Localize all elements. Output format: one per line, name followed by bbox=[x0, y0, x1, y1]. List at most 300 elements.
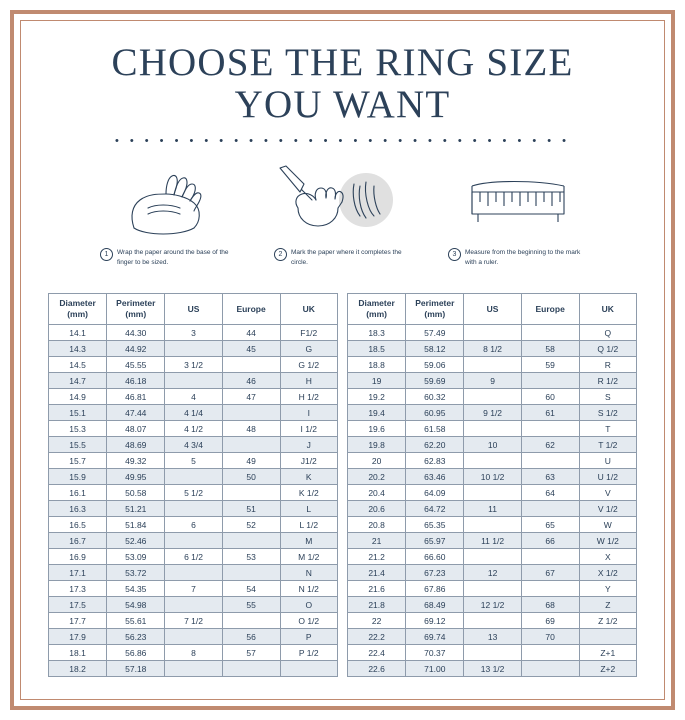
table-cell: 63 bbox=[521, 469, 579, 485]
table-cell: 62.83 bbox=[406, 453, 464, 469]
table-cell bbox=[464, 389, 521, 405]
table-row bbox=[348, 485, 637, 501]
table-cell: 14.1 bbox=[49, 325, 107, 341]
table-cell: U bbox=[579, 453, 636, 469]
table-cell bbox=[521, 453, 579, 469]
table-cell bbox=[280, 661, 337, 677]
table-cell: 56.86 bbox=[107, 645, 165, 661]
column-header-perimeter: Perimeter (mm) bbox=[107, 294, 165, 325]
table-row bbox=[348, 645, 637, 661]
table-cell bbox=[165, 565, 222, 581]
hand-with-paper-strip-icon bbox=[89, 162, 249, 240]
table-cell bbox=[222, 533, 280, 549]
table-cell: 57.18 bbox=[107, 661, 165, 677]
table-cell: 47.44 bbox=[107, 405, 165, 421]
table-cell: 11 bbox=[464, 501, 521, 517]
table-cell bbox=[222, 485, 280, 501]
table-cell: 62 bbox=[521, 437, 579, 453]
table-cell: 22.6 bbox=[348, 661, 406, 677]
table-cell: 53 bbox=[222, 549, 280, 565]
table-row bbox=[49, 485, 338, 501]
size-tables bbox=[30, 293, 655, 677]
page-content bbox=[30, 28, 655, 692]
table-cell bbox=[521, 645, 579, 661]
table-cell: 19.6 bbox=[348, 421, 406, 437]
table-cell: 67.86 bbox=[406, 581, 464, 597]
table-row bbox=[348, 357, 637, 373]
table-cell: 18.8 bbox=[348, 357, 406, 373]
table-cell bbox=[165, 501, 222, 517]
table-cell bbox=[165, 373, 222, 389]
table-row bbox=[348, 501, 637, 517]
table-cell: 46.81 bbox=[107, 389, 165, 405]
table-row bbox=[348, 437, 637, 453]
table-cell: K bbox=[280, 469, 337, 485]
table-cell: 16.5 bbox=[49, 517, 107, 533]
table-cell: K 1/2 bbox=[280, 485, 337, 501]
table-cell: 14.7 bbox=[49, 373, 107, 389]
table-cell: N 1/2 bbox=[280, 581, 337, 597]
table-cell: 69.74 bbox=[406, 629, 464, 645]
table-cell: 54.35 bbox=[107, 581, 165, 597]
column-header-uk: UK bbox=[280, 294, 337, 325]
table-cell: 8 1/2 bbox=[464, 341, 521, 357]
table-cell bbox=[165, 629, 222, 645]
table-row bbox=[49, 341, 338, 357]
table-cell bbox=[464, 421, 521, 437]
table-cell: 3 bbox=[165, 325, 222, 341]
table-cell bbox=[222, 437, 280, 453]
table-cell: Z 1/2 bbox=[579, 613, 636, 629]
table-cell: 14.9 bbox=[49, 389, 107, 405]
table-cell: 4 1/4 bbox=[165, 405, 222, 421]
table-cell: 48 bbox=[222, 421, 280, 437]
table-row bbox=[348, 373, 637, 389]
table-cell: 58.12 bbox=[406, 341, 464, 357]
table-cell: 14.5 bbox=[49, 357, 107, 373]
table-cell: 6 1/2 bbox=[165, 549, 222, 565]
table-cell: Q bbox=[579, 325, 636, 341]
table-cell: 8 bbox=[165, 645, 222, 661]
table-row bbox=[49, 581, 338, 597]
table-row bbox=[49, 661, 338, 677]
table-cell: 22.2 bbox=[348, 629, 406, 645]
table-cell: 17.5 bbox=[49, 597, 107, 613]
table-cell: Y bbox=[579, 581, 636, 597]
table-row bbox=[348, 405, 637, 421]
table-cell: 52 bbox=[222, 517, 280, 533]
table-cell: J bbox=[280, 437, 337, 453]
table-row bbox=[49, 645, 338, 661]
table-cell bbox=[464, 645, 521, 661]
table-cell: 16.3 bbox=[49, 501, 107, 517]
table-cell: 19.4 bbox=[348, 405, 406, 421]
table-cell: 20 bbox=[348, 453, 406, 469]
table-cell bbox=[222, 405, 280, 421]
table-cell: 50.58 bbox=[107, 485, 165, 501]
table-row bbox=[348, 341, 637, 357]
table-cell: 20.8 bbox=[348, 517, 406, 533]
table-cell: 57.49 bbox=[406, 325, 464, 341]
table-cell: 64.72 bbox=[406, 501, 464, 517]
table-cell: 69.12 bbox=[406, 613, 464, 629]
table-cell: 61.58 bbox=[406, 421, 464, 437]
table-cell: 3 1/2 bbox=[165, 357, 222, 373]
table-cell: 64.09 bbox=[406, 485, 464, 501]
table-cell: 52.46 bbox=[107, 533, 165, 549]
table-cell: X 1/2 bbox=[579, 565, 636, 581]
page-title-line-2: YOU WANT bbox=[234, 83, 451, 127]
column-header-us: US bbox=[165, 294, 222, 325]
table-cell: 21.2 bbox=[348, 549, 406, 565]
table-cell: 67.23 bbox=[406, 565, 464, 581]
table-cell bbox=[521, 373, 579, 389]
table-cell bbox=[464, 581, 521, 597]
instruction-step bbox=[263, 162, 423, 267]
table-cell: 16.1 bbox=[49, 485, 107, 501]
table-row bbox=[348, 581, 637, 597]
table-cell: 21.4 bbox=[348, 565, 406, 581]
table-cell: 49 bbox=[222, 453, 280, 469]
table-cell: 12 1/2 bbox=[464, 597, 521, 613]
table-cell: 22 bbox=[348, 613, 406, 629]
table-row bbox=[49, 613, 338, 629]
table-cell bbox=[464, 485, 521, 501]
table-cell: 45.55 bbox=[107, 357, 165, 373]
column-header-perimeter: Perimeter (mm) bbox=[406, 294, 464, 325]
table-cell: I 1/2 bbox=[280, 421, 337, 437]
table-cell: L bbox=[280, 501, 337, 517]
table-cell: 21.6 bbox=[348, 581, 406, 597]
instruction-step bbox=[89, 162, 249, 267]
table-cell: 15.5 bbox=[49, 437, 107, 453]
table-cell: H bbox=[280, 373, 337, 389]
table-cell: 44 bbox=[222, 325, 280, 341]
table-cell: 59.06 bbox=[406, 357, 464, 373]
table-cell: 45 bbox=[222, 341, 280, 357]
table-cell: 58 bbox=[521, 341, 579, 357]
table-cell: 51.84 bbox=[107, 517, 165, 533]
table-row bbox=[348, 533, 637, 549]
table-cell: 68 bbox=[521, 597, 579, 613]
table-cell: 15.9 bbox=[49, 469, 107, 485]
ruler-measuring-icon bbox=[437, 162, 597, 240]
table-row bbox=[348, 325, 637, 341]
table-cell: 70.37 bbox=[406, 645, 464, 661]
table-cell: 65.97 bbox=[406, 533, 464, 549]
table-cell: N bbox=[280, 565, 337, 581]
column-header-diameter: Diameter (mm) bbox=[348, 294, 406, 325]
table-row bbox=[348, 389, 637, 405]
table-row bbox=[49, 469, 338, 485]
table-cell: R bbox=[579, 357, 636, 373]
instruction-caption bbox=[263, 248, 423, 267]
table-cell: L 1/2 bbox=[280, 517, 337, 533]
pen-marking-paper-icon bbox=[263, 162, 423, 240]
table-body-right bbox=[348, 325, 637, 677]
table-row bbox=[49, 373, 338, 389]
table-cell: 18.2 bbox=[49, 661, 107, 677]
table-cell: 10 1/2 bbox=[464, 469, 521, 485]
table-cell: 46.18 bbox=[107, 373, 165, 389]
table-cell: M bbox=[280, 533, 337, 549]
table-cell: 10 bbox=[464, 437, 521, 453]
table-row bbox=[49, 325, 338, 341]
table-cell: G bbox=[280, 341, 337, 357]
table-cell: 48.69 bbox=[107, 437, 165, 453]
table-cell: 7 1/2 bbox=[165, 613, 222, 629]
table-cell: T 1/2 bbox=[579, 437, 636, 453]
table-cell bbox=[165, 469, 222, 485]
table-row bbox=[49, 533, 338, 549]
table-cell bbox=[222, 661, 280, 677]
table-cell: H 1/2 bbox=[280, 389, 337, 405]
table-cell: 66.60 bbox=[406, 549, 464, 565]
table-row bbox=[348, 469, 637, 485]
table-cell: 56.23 bbox=[107, 629, 165, 645]
table-cell: 59.69 bbox=[406, 373, 464, 389]
table-row bbox=[348, 597, 637, 613]
table-row bbox=[348, 421, 637, 437]
table-cell: 20.2 bbox=[348, 469, 406, 485]
table-cell: 17.3 bbox=[49, 581, 107, 597]
table-row bbox=[348, 613, 637, 629]
table-cell: 5 bbox=[165, 453, 222, 469]
table-cell: 9 bbox=[464, 373, 521, 389]
table-cell bbox=[464, 613, 521, 629]
table-cell: 17.1 bbox=[49, 565, 107, 581]
table-cell: 70 bbox=[521, 629, 579, 645]
table-cell: 14.3 bbox=[49, 341, 107, 357]
table-cell: 55 bbox=[222, 597, 280, 613]
table-cell: 66 bbox=[521, 533, 579, 549]
table-row bbox=[348, 661, 637, 677]
instruction-caption bbox=[437, 248, 597, 267]
table-cell: 18.5 bbox=[348, 341, 406, 357]
step-number-badge: 1 bbox=[100, 248, 113, 261]
table-cell: Z+2 bbox=[579, 661, 636, 677]
step-text: Wrap the paper around the base of the finger to be sized. bbox=[117, 249, 229, 266]
table-cell: 16.7 bbox=[49, 533, 107, 549]
table-row bbox=[348, 629, 637, 645]
table-cell: 5 1/2 bbox=[165, 485, 222, 501]
table-cell: 16.9 bbox=[49, 549, 107, 565]
table-cell: I bbox=[280, 405, 337, 421]
table-cell: 50 bbox=[222, 469, 280, 485]
table-row bbox=[49, 405, 338, 421]
table-cell: 17.7 bbox=[49, 613, 107, 629]
table-row bbox=[49, 389, 338, 405]
table-cell: 44.92 bbox=[107, 341, 165, 357]
table-cell: 18.1 bbox=[49, 645, 107, 661]
table-cell: Z bbox=[579, 597, 636, 613]
table-cell: J1/2 bbox=[280, 453, 337, 469]
table-cell: M 1/2 bbox=[280, 549, 337, 565]
table-cell bbox=[521, 549, 579, 565]
table-cell bbox=[464, 325, 521, 341]
table-cell: 20.6 bbox=[348, 501, 406, 517]
table-body-left bbox=[49, 325, 338, 677]
table-row bbox=[348, 549, 637, 565]
table-cell bbox=[464, 453, 521, 469]
table-cell bbox=[579, 629, 636, 645]
table-cell: 17.9 bbox=[49, 629, 107, 645]
table-cell: 22.4 bbox=[348, 645, 406, 661]
table-cell bbox=[165, 341, 222, 357]
table-row bbox=[49, 549, 338, 565]
column-header-diameter: Diameter (mm) bbox=[49, 294, 107, 325]
table-cell: O 1/2 bbox=[280, 613, 337, 629]
table-cell: 53.09 bbox=[107, 549, 165, 565]
table-cell: O bbox=[280, 597, 337, 613]
table-cell: 20.4 bbox=[348, 485, 406, 501]
table-cell: 59 bbox=[521, 357, 579, 373]
table-cell: 46 bbox=[222, 373, 280, 389]
table-row bbox=[49, 517, 338, 533]
table-cell bbox=[521, 501, 579, 517]
table-row bbox=[49, 453, 338, 469]
table-cell: P bbox=[280, 629, 337, 645]
table-cell bbox=[521, 581, 579, 597]
table-cell: 71.00 bbox=[406, 661, 464, 677]
table-cell bbox=[165, 661, 222, 677]
table-cell: 11 1/2 bbox=[464, 533, 521, 549]
table-row bbox=[49, 437, 338, 453]
table-cell: 21.8 bbox=[348, 597, 406, 613]
table-cell: W bbox=[579, 517, 636, 533]
step-number-badge: 2 bbox=[274, 248, 287, 261]
table-row bbox=[49, 629, 338, 645]
table-cell: U 1/2 bbox=[579, 469, 636, 485]
table-header-row bbox=[348, 294, 637, 325]
table-cell: 56 bbox=[222, 629, 280, 645]
table-cell bbox=[222, 565, 280, 581]
table-row bbox=[49, 421, 338, 437]
table-cell: 21 bbox=[348, 533, 406, 549]
table-row bbox=[49, 501, 338, 517]
table-cell bbox=[521, 661, 579, 677]
table-row bbox=[49, 357, 338, 373]
table-cell: S 1/2 bbox=[579, 405, 636, 421]
table-cell: 69 bbox=[521, 613, 579, 629]
table-cell: P 1/2 bbox=[280, 645, 337, 661]
step-number-badge: 3 bbox=[448, 248, 461, 261]
table-cell: V bbox=[579, 485, 636, 501]
instruction-steps bbox=[30, 162, 655, 267]
table-row bbox=[348, 453, 637, 469]
step-text: Mark the paper where it completes the circle. bbox=[291, 249, 402, 266]
table-cell: Z+1 bbox=[579, 645, 636, 661]
table-cell: 68.49 bbox=[406, 597, 464, 613]
table-row bbox=[49, 565, 338, 581]
table-cell: 15.7 bbox=[49, 453, 107, 469]
page-title-line-1: CHOOSE THE RING SIZE bbox=[111, 41, 574, 84]
table-cell: 64 bbox=[521, 485, 579, 501]
table-cell: 4 bbox=[165, 389, 222, 405]
table-cell: 13 1/2 bbox=[464, 661, 521, 677]
table-cell: F1/2 bbox=[280, 325, 337, 341]
table-cell bbox=[521, 421, 579, 437]
table-cell: 7 bbox=[165, 581, 222, 597]
table-cell bbox=[165, 533, 222, 549]
table-cell bbox=[464, 549, 521, 565]
table-cell: 65 bbox=[521, 517, 579, 533]
table-cell: G 1/2 bbox=[280, 357, 337, 373]
table-cell: 47 bbox=[222, 389, 280, 405]
table-cell bbox=[464, 517, 521, 533]
table-cell: 48.07 bbox=[107, 421, 165, 437]
table-cell: 49.95 bbox=[107, 469, 165, 485]
table-cell bbox=[222, 357, 280, 373]
column-header-uk: UK bbox=[579, 294, 636, 325]
decorative-dot-divider: • • • • • • • • • • • • • • • • • • • • • • • • • • • • • • • bbox=[114, 136, 571, 147]
table-row bbox=[348, 517, 637, 533]
table-row bbox=[348, 565, 637, 581]
table-cell: 60.95 bbox=[406, 405, 464, 421]
table-cell: 13 bbox=[464, 629, 521, 645]
table-cell: 60 bbox=[521, 389, 579, 405]
table-cell: 65.35 bbox=[406, 517, 464, 533]
table-cell bbox=[165, 597, 222, 613]
table-cell: 63.46 bbox=[406, 469, 464, 485]
table-cell: Q 1/2 bbox=[579, 341, 636, 357]
table-cell: 4 3/4 bbox=[165, 437, 222, 453]
instruction-caption bbox=[89, 248, 249, 267]
table-row bbox=[49, 597, 338, 613]
table-cell bbox=[222, 613, 280, 629]
table-cell: 19.2 bbox=[348, 389, 406, 405]
instruction-step bbox=[437, 162, 597, 267]
table-cell: 19 bbox=[348, 373, 406, 389]
table-cell: 51.21 bbox=[107, 501, 165, 517]
table-cell: 55.61 bbox=[107, 613, 165, 629]
table-cell: 57 bbox=[222, 645, 280, 661]
table-cell: 49.32 bbox=[107, 453, 165, 469]
table-cell: T bbox=[579, 421, 636, 437]
table-cell: 62.20 bbox=[406, 437, 464, 453]
table-cell: R 1/2 bbox=[579, 373, 636, 389]
table-cell: 18.3 bbox=[348, 325, 406, 341]
column-header-europe: Europe bbox=[222, 294, 280, 325]
table-cell: X bbox=[579, 549, 636, 565]
size-table-left bbox=[48, 293, 338, 677]
table-cell: 54 bbox=[222, 581, 280, 597]
table-cell: 15.1 bbox=[49, 405, 107, 421]
size-table-right bbox=[347, 293, 637, 677]
table-cell bbox=[521, 325, 579, 341]
table-cell: 44.30 bbox=[107, 325, 165, 341]
table-cell: 53.72 bbox=[107, 565, 165, 581]
table-cell bbox=[464, 357, 521, 373]
table-header-row bbox=[49, 294, 338, 325]
table-cell: 54.98 bbox=[107, 597, 165, 613]
table-cell: V 1/2 bbox=[579, 501, 636, 517]
table-cell: 19.8 bbox=[348, 437, 406, 453]
column-header-us: US bbox=[464, 294, 521, 325]
table-cell: S bbox=[579, 389, 636, 405]
column-header-europe: Europe bbox=[521, 294, 579, 325]
table-cell: 12 bbox=[464, 565, 521, 581]
table-cell: 15.3 bbox=[49, 421, 107, 437]
table-cell: 51 bbox=[222, 501, 280, 517]
step-text: Measure from the beginning to the mark with a ruler. bbox=[465, 249, 581, 266]
page-title bbox=[30, 42, 655, 126]
table-cell: 61 bbox=[521, 405, 579, 421]
table-cell: 6 bbox=[165, 517, 222, 533]
table-cell: 67 bbox=[521, 565, 579, 581]
table-cell: 9 1/2 bbox=[464, 405, 521, 421]
table-cell: 60.32 bbox=[406, 389, 464, 405]
